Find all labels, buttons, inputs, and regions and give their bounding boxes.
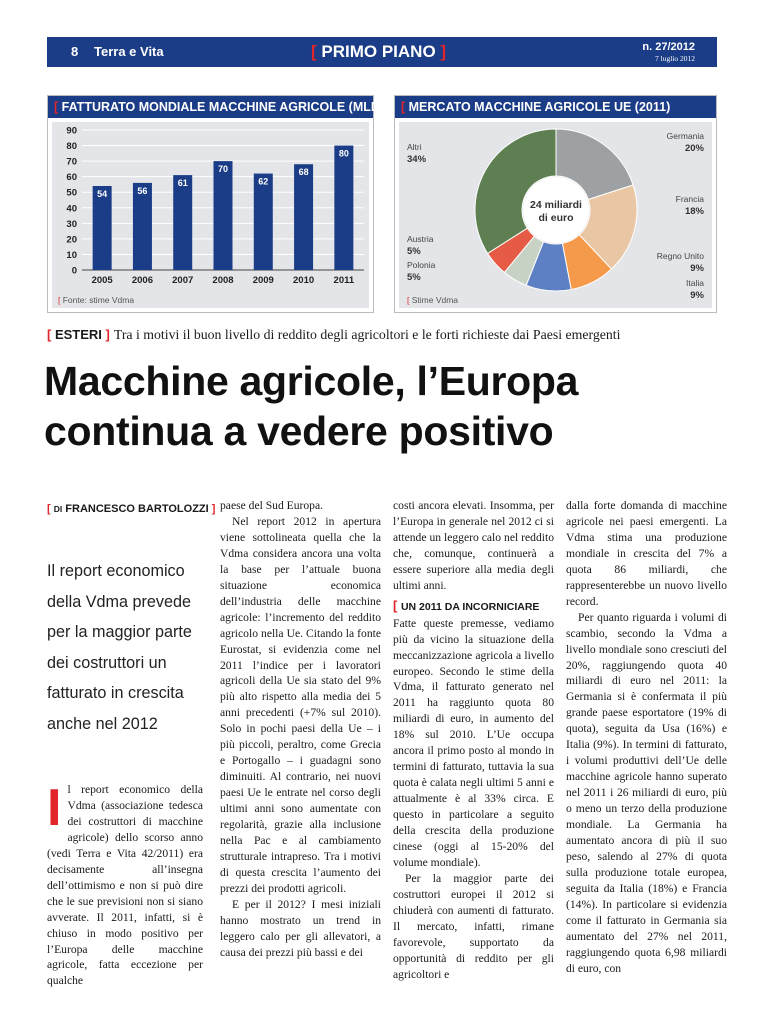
legend-label: Austria (407, 234, 434, 244)
bar (214, 161, 233, 270)
y-tick-label: 0 (71, 265, 77, 277)
legend-value: 9% (690, 263, 704, 274)
bar-chart-box (47, 95, 395, 313)
bar-value-label: 54 (97, 189, 108, 199)
pie-chart-panel (399, 122, 712, 308)
issue-date: 7 luglio 2012 (654, 54, 695, 63)
article-column-1 (47, 779, 203, 989)
bar (294, 164, 313, 270)
section-title: PRIMO PIANO (321, 42, 436, 61)
kicker (47, 326, 727, 344)
bar (173, 175, 192, 270)
x-tick-label: 2006 (131, 275, 153, 286)
bar (334, 146, 353, 270)
paragraph: dalla forte domanda di macchine agricole nei paesi emergenti. La Vdma stima una produzione mondiale in crescita del 7% a quota 86 miliardi, che rappresenterebbe un nuovo livello record. (566, 499, 727, 608)
legend-value: 5% (407, 272, 421, 283)
pie-chart-box (394, 95, 717, 313)
pie-chart-source: [ Stime Vdma (407, 295, 459, 305)
paragraph: costi ancora elevati. Insomma, per l’Europa in generale nel 2012 ci si attende un leggero calo nel reddito che, comunque, continuerà a essere superiore alla media degli ultimi anni. (393, 499, 554, 592)
x-tick-label: 2008 (212, 275, 234, 286)
legend-label: Regno Unito (656, 251, 704, 261)
y-tick-label: 40 (66, 203, 77, 215)
y-tick-label: 80 (66, 141, 77, 153)
legend-label: Germania (666, 131, 704, 141)
donut-center-label: di euro (538, 212, 574, 224)
legend-value: 5% (407, 246, 421, 257)
y-tick-label: 50 (66, 187, 77, 199)
paragraph: Per quanto riguarda i volumi di scambio, secondo la Vdma a livello mondiale sono cresciuti del 20%, raggiungendo quota 40 miliardi di euro nel 2011: la Germania si è confermata il più grande paese esportatore (19% di quota), seguita da Usa (16%) e Italia (9%). In termini di fatturato, i volumi produttivi dell’Ue delle macchine agricole hanno superato nel 2011 i 26 miliardi di euro, più o meno un terzo della produzione mondiale. La Germania ha aumentato ancora di più il suo peso, salendo al 27% di quota sulla produzione totale europea, seguita da Italia (18%) e Francia (14%). In particolare si evidenzia come il fatturato in Germania sia aumentato del 27% nel 2011, raggiungendo quota 6,98 miliardi di euro, con (566, 610, 727, 975)
bar-chart-panel (52, 122, 369, 308)
paragraph: E per il 2012? I mesi iniziali hanno mostrato un trend in leggero calo per gli allevatori, a causa dei prezzi più bassi e dei (220, 897, 381, 959)
page-number: 8 (71, 44, 79, 59)
pie-chart-title: [ MERCATO MACCHINE AGRICOLE UE (2011) (395, 96, 716, 118)
paragraph: l report economico della Vdma (associazione tedesca dei costruttori di macchine agricole) dello scorso anno (vedi Terra e Vita 42/2011) era decisamente all’insegna dell’ottimismo e non si può dire che le sue previsioni non si siano avverate. Il 2011, infatti, si è chiuso in modo positivo per l’Europa delle macchine agricole, fatta eccezione per qualche (47, 783, 203, 988)
legend-label: Altri (407, 142, 422, 152)
byline: [ DI FRANCESCO BARTOLOZZI ] (47, 503, 216, 515)
article-column-3 (393, 498, 554, 983)
subheading: [ UN 2011 DA INCORNICIARE (393, 597, 540, 613)
bar-chart-source: [ Fonte: stime Vdma (58, 295, 135, 305)
kicker-label: [ ESTERI ] (47, 327, 110, 342)
y-tick-label: 70 (66, 156, 77, 168)
page-header (47, 37, 717, 67)
legend-value: 18% (684, 206, 704, 217)
pullquote-line: anche nel 2012 (47, 714, 158, 733)
paragraph: Fatte queste premesse, vediamo più da vicino la situazione della meccanizzazione agricola a livello europeo. Secondo le stime della Vdma, il fatturato generato nel 2011 ha raggiunto quota 80 miliardi di euro, in aumento del 18% sul 2010. L’Ue occupa ancora il primo posto al mondo in termini di fatturato, tuttavia la sua quota è calata negli ultimi 5 anni e attualmente è al 33% circa. E questo in particolare a seguito della crescita della produzione cinese (oggi al 15-20% del volume mondiale). (393, 616, 554, 869)
paragraph: Nel report 2012 in apertura viene sottolineata quella che la Vdma considera ancora una volta la base per l’attuale buona situazione economica dell’industria delle macchine agricole: l’incremento del reddito agricolo nella Ue. Citando la fonte Eurostat, si evidenzia come nel 2011 l’indice per i lavoratori agricoli della Ue sia stato del 9% più alto rispetto alla media dei 5 anni precedenti (+7% sul 2010). Solo in pochi paesi della Ue – i più piccoli, peraltro, come Grecia e Portogallo – i guadagni sono diminuiti. Al contrario, nei nuovi paesi Ue le entrate nel corso degli ultimi anni sono aumentate con regolarità, grazie alla inclusione nella Pac e al cambiamento strutturale intrapreso. Tra i motivi di questa crescita l’aumento dei prezzi dei prodotti agricoli. (220, 514, 381, 895)
bar-chart (52, 122, 369, 308)
bar (254, 174, 273, 270)
y-tick-label: 30 (66, 218, 77, 230)
y-tick-label: 20 (66, 234, 77, 246)
issue-number: n. 27/2012 (642, 41, 695, 53)
bar-value-label: 61 (177, 178, 188, 189)
legend-value: 34% (407, 154, 427, 165)
section-label (311, 37, 446, 67)
x-tick-label: 2011 (333, 275, 355, 286)
donut-center-label: 24 miliardi (530, 199, 582, 211)
bar-value-label: 80 (338, 148, 349, 159)
pullquote-line: per la maggior parte (47, 623, 192, 641)
bar (133, 183, 152, 270)
x-tick-label: 2010 (293, 275, 315, 286)
paragraph: paese del Sud Europa. (220, 499, 324, 512)
magazine-name: Terra e Vita (94, 44, 164, 59)
bar-chart-title: [ FATTURATO MONDIALE MACCHINE AGRICOLE (MLD/€) (48, 96, 373, 118)
pullquote (47, 556, 217, 739)
article-column-4 (566, 498, 727, 977)
y-tick-label: 90 (66, 125, 77, 137)
bracket-right: ] (435, 42, 447, 61)
headline-line-1: Macchine agricole, l’Europa (44, 358, 579, 404)
byline-prefix: DI (53, 504, 63, 514)
pullquote-line: Il report economico (47, 562, 185, 580)
bracket-left: [ (311, 42, 322, 61)
legend-value: 9% (690, 290, 704, 301)
bar-value-label: 68 (298, 167, 309, 178)
legend-value: 20% (684, 143, 704, 154)
headline-line-2: continua a vedere positivo (44, 408, 554, 454)
x-tick-label: 2007 (172, 275, 194, 286)
byline-author: FRANCESCO BARTOLOZZI (65, 503, 209, 515)
donut-chart (399, 122, 712, 308)
bar-value-label: 70 (217, 164, 229, 175)
kicker-text: Tra i motivi il buon livello di reddito degli agricoltori e le forti richieste dai Paesi emergenti (113, 327, 621, 342)
pullquote-line: fatturato in crescita (47, 684, 184, 702)
bar-value-label: 62 (258, 176, 269, 187)
y-tick-label: 10 (66, 249, 77, 261)
legend-label: Polonia (407, 260, 436, 270)
pullquote-line: della Vdma prevede (47, 592, 191, 611)
x-tick-label: 2005 (91, 275, 113, 286)
y-tick-label: 60 (66, 172, 77, 184)
pullquote-line: dei costruttori un (47, 653, 167, 672)
bar-value-label: 56 (137, 185, 148, 196)
x-tick-label: 2009 (252, 275, 274, 286)
drop-cap: I (47, 779, 62, 837)
legend-label: Italia (686, 278, 704, 288)
headline (44, 356, 578, 456)
legend-label: Francia (675, 194, 704, 204)
article-column-2 (220, 498, 381, 961)
paragraph: Per la maggior parte dei costruttori europei il 2012 si chiuderà con aumenti di fatturato. Il mercato, infatti, rimane favorevole, supportato da opportunità di reddito per gli agricoltori e (393, 871, 554, 981)
